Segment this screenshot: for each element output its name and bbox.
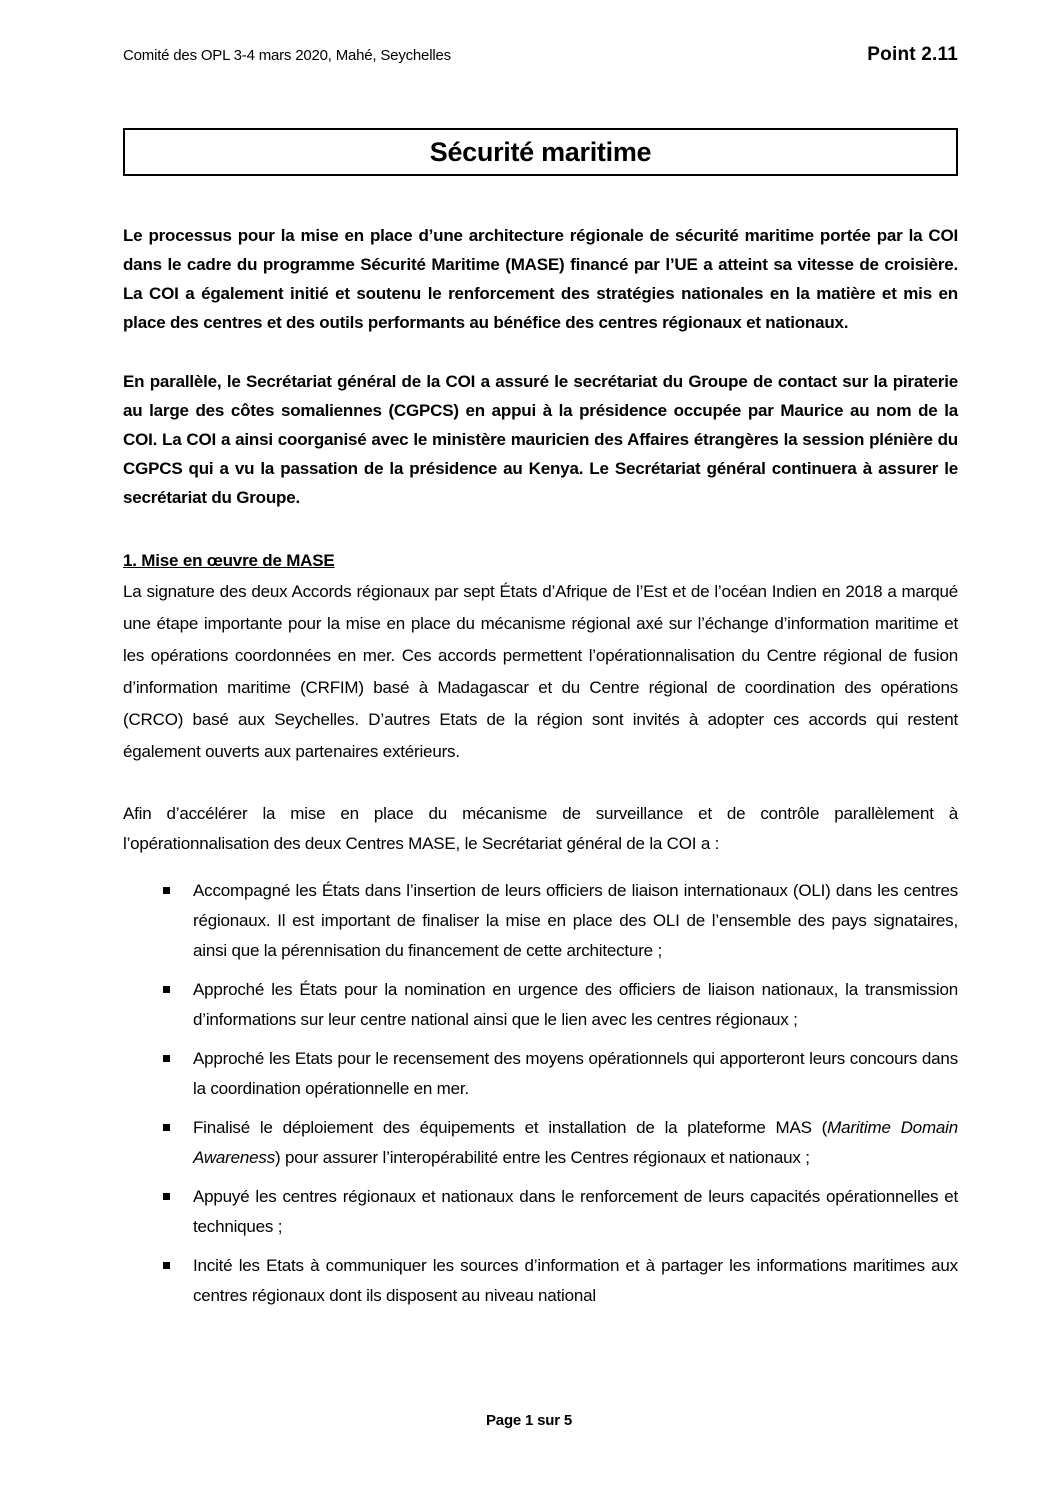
- paragraph-accords: La signature des deux Accords régionaux par sept États d’Afrique de l’Est et de l’océan Indien en 2018 a marqué une étape importante pour la mise en place du mécanisme régional axé sur l’échange d’information maritime et les opérations coordonnées en mer. Ces accords permettent l’opérationnalisation du Centre régional de fusion d’information maritime (CRFIM) basé à Madagascar et du Centre régional de coordination des opérations (CRCO) basé aux Seychelles. D’autres Etats de la région sont invités à adopter ces accords qui restent également ouverts aux partenaires extérieurs.: [123, 582, 958, 761]
- title-box: [123, 128, 958, 176]
- square-bullet-icon: [163, 1182, 193, 1242]
- bullet-text: Accompagné les États dans l’insertion de leurs officiers de liaison internationaux (OLI) dans les centres régionaux. Il est important de finaliser la mise en place des OLI de l’ensemble des pays signataires, ainsi que la pérennisation du financement de cette architecture ;: [193, 881, 958, 960]
- list-item-appui-centres: [163, 1182, 958, 1242]
- list-item-partage-informations: [163, 1251, 958, 1311]
- bullet-list: [123, 876, 958, 1311]
- square-bullet-icon: [163, 1113, 193, 1173]
- list-item-recensement-moyens: [163, 1044, 958, 1104]
- page-header: [123, 44, 958, 66]
- list-item-oli-insertion: [163, 876, 958, 966]
- bullet-text-pre: Finalisé le déploiement des équipements et installation de la plateforme MAS (: [193, 1118, 828, 1137]
- paragraph-bullets-intro: Afin d’accélérer la mise en place du mécanisme de surveillance et de contrôle parallèlement à l’opérationnalisation des deux Centres MASE, le Secrétariat général de la COI a :: [123, 804, 958, 853]
- bullet-text-post: ) pour assurer l’interopérabilité entre les Centres régionaux et nationaux ;: [275, 1148, 810, 1167]
- section-1-heading: 1. Mise en œuvre de MASE: [123, 551, 335, 570]
- page-number-label: Page 1 sur 5: [486, 1412, 572, 1429]
- bullet-text-italic: Maritime Domain Awareness: [193, 1118, 958, 1167]
- square-bullet-icon: [163, 975, 193, 1035]
- bullet-text: Approché les États pour la nomination en urgence des officiers de liaison nationaux, la transmission d’informations sur leur centre national ainsi que le lien avec les centres régionaux ;: [193, 980, 958, 1029]
- bullet-text: Approché les Etats pour le recensement des moyens opérationnels qui apporteront leurs concours dans la coordination opérationnelle en mer.: [193, 1049, 958, 1098]
- square-bullet-icon: [163, 876, 193, 966]
- paragraph-cgpcs: En parallèle, le Secrétariat général de la COI a assuré le secrétariat du Groupe de contact sur la piraterie au large des côtes somaliennes (CGPCS) en appui à la présidence occupée par Maurice au nom de la COI. La COI a ainsi coorganisé avec le ministère mauricien des Affaires étrangères la session plénière du CGPCS qui a vu la passation de la présidence au Kenya. Le Secrétariat général continuera à assurer le secrétariat du Groupe.: [123, 372, 958, 507]
- bullet-text: Appuyé les centres régionaux et nationaux dans le renforcement de leurs capacités opérationnelles et techniques ;: [193, 1187, 958, 1236]
- list-item-plateforme-mas: [163, 1113, 958, 1173]
- list-item-officiers-nationaux: [163, 975, 958, 1035]
- page-title: Sécurité maritime: [429, 136, 652, 167]
- header-agenda-point: Point 2.11: [867, 44, 958, 65]
- page-footer: [0, 1412, 1058, 1429]
- paragraph-intro-mase: Le processus pour la mise en place d’une architecture régionale de sécurité maritime portée par la COI dans le cadre du programme Sécurité Maritime (MASE) financé par l’UE a atteint sa vitesse de croisière. La COI a également initié et soutenu le renforcement des stratégies nationales en la matière et mis en place des centres et des outils performants au bénéfice des centres régionaux et nationaux.: [123, 226, 958, 332]
- square-bullet-icon: [163, 1044, 193, 1104]
- bullet-text: Incité les Etats à communiquer les sources d’information et à partager les informations maritimes aux centres régionaux dont ils disposent au niveau national: [193, 1256, 958, 1305]
- square-bullet-icon: [163, 1251, 193, 1311]
- page-content: [123, 44, 958, 1311]
- header-meeting-info: Comité des OPL 3-4 mars 2020, Mahé, Seychelles: [123, 47, 451, 64]
- bullet-text: [193, 1113, 958, 1173]
